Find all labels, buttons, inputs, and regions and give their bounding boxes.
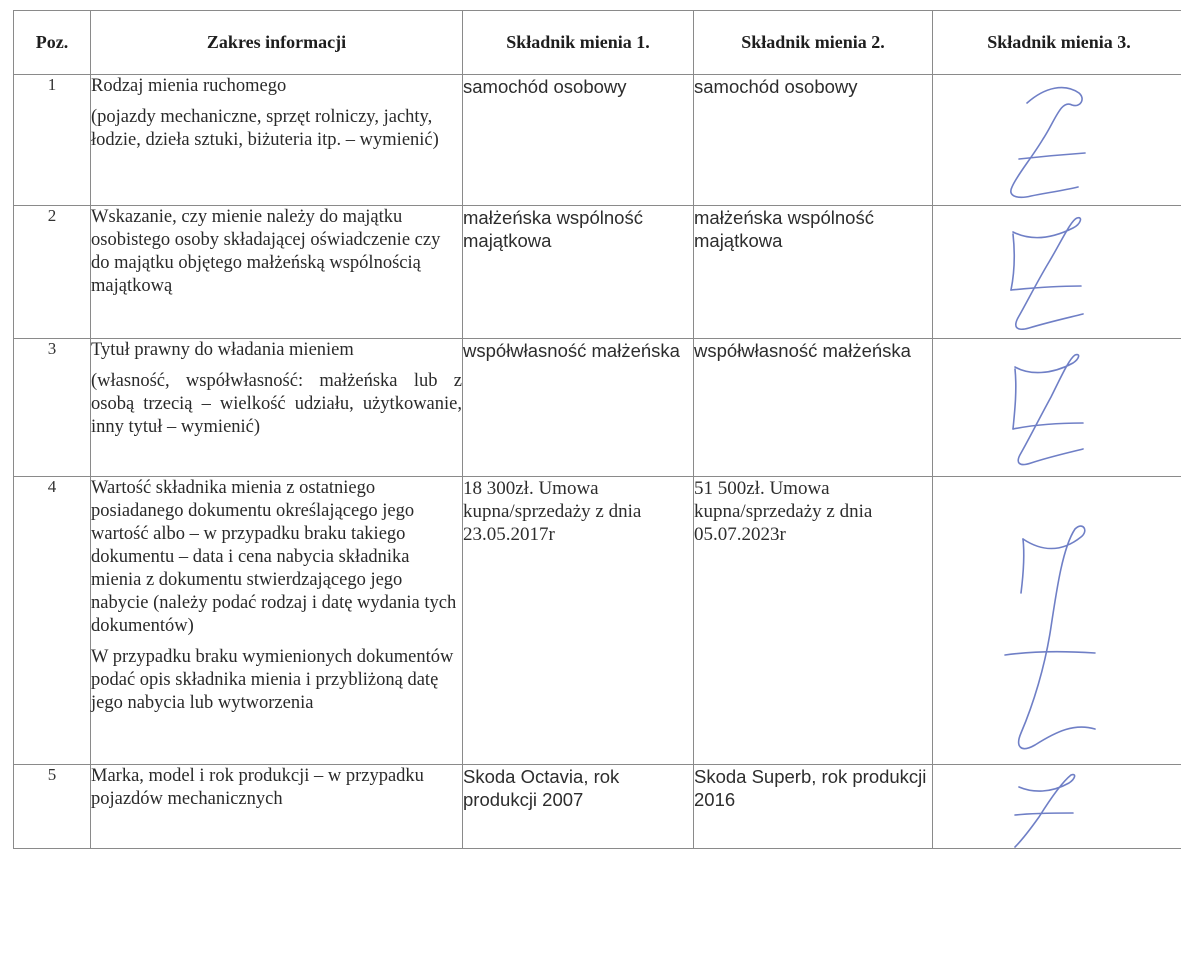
table-row (14, 206, 1181, 339)
z-cancel-stroke-icon (933, 75, 1181, 206)
item-1-value: Skoda Octavia, rok produkcji 2007 (463, 765, 694, 849)
item-2-value: samochód osobowy (694, 75, 933, 206)
item-1-value: małżeńska wspólność majątkowa (463, 206, 694, 339)
description-paragraph: (własność, współwłasność: małżeńska lub z osobą trzecią – wielkość udziału, użytkowanie, inny tytuł – wymienić) (91, 371, 462, 437)
item-1-value: współwłasność małżeńska (463, 339, 694, 477)
item-3-cancel-mark (933, 477, 1181, 765)
item-2-value: współwłasność małżeńska (694, 339, 933, 477)
description-paragraph: Tytuł prawny do władania mieniem (91, 340, 354, 360)
description-paragraph: Wartość składnika mienia z ostatniego posiadanego dokumentu określającego jego wartość albo – w przypadku braku takiego dokumentu – data i cena nabycia składnika mienia z dokumentu stwierdzającego jego nabycie (należy podać rodzaj i datę wydania tych dokumentów) (91, 478, 457, 636)
row-number: 2 (14, 206, 91, 339)
item-2-value: małżeńska wspólność majątkowa (694, 206, 933, 339)
row-description (91, 477, 463, 765)
item-3-cancel-mark (933, 75, 1181, 206)
item-3-cancel-mark (933, 765, 1181, 849)
row-number: 1 (14, 75, 91, 206)
row-description (91, 339, 463, 477)
row-number: 3 (14, 339, 91, 477)
item-2-value: 51 500zł. Umowa kupna/sprzedaży z dnia 05.07.2023r (694, 477, 933, 765)
table-header-row (14, 11, 1181, 75)
description-paragraph: Wskazanie, czy mienie należy do majątku osobistego osoby składającej oświadczenie czy do majątku objętego małżeńską wspólnością majątkową (91, 207, 441, 296)
header-zakres: Zakres informacji (91, 11, 463, 75)
assets-table (13, 10, 1181, 849)
item-1-value: 18 300zł. Umowa kupna/sprzedaży z dnia 23.05.2017r (463, 477, 694, 765)
description-paragraph: (pojazdy mechaniczne, sprzęt rolniczy, jachty, łodzie, dzieła sztuki, biżuteria itp. – wymienić) (91, 107, 439, 150)
description-paragraph: W przypadku braku wymienionych dokumentów podać opis składnika mienia i przybliżoną datę jego nabycia lub wytworzenia (91, 647, 454, 713)
description-paragraph: Rodzaj mienia ruchomego (91, 76, 287, 96)
z-cancel-stroke-icon (933, 206, 1181, 339)
row-description (91, 206, 463, 339)
item-3-cancel-mark (933, 206, 1181, 339)
z-cancel-stroke-icon (933, 339, 1181, 477)
z-cancel-stroke-icon (933, 765, 1181, 849)
header-item-2: Składnik mienia 2. (694, 11, 933, 75)
row-number: 5 (14, 765, 91, 849)
description-paragraph: Marka, model i rok produkcji – w przypadku pojazdów mechanicznych (91, 766, 424, 809)
item-3-cancel-mark (933, 339, 1181, 477)
table-row (14, 75, 1181, 206)
item-1-value: samochód osobowy (463, 75, 694, 206)
table-row (14, 339, 1181, 477)
row-description (91, 75, 463, 206)
header-item-3: Składnik mienia 3. (933, 11, 1181, 75)
header-item-1: Składnik mienia 1. (463, 11, 694, 75)
header-poz: Poz. (14, 11, 91, 75)
z-cancel-stroke-icon (933, 477, 1181, 765)
item-2-value: Skoda Superb, rok produkcji 2016 (694, 765, 933, 849)
table-row (14, 765, 1181, 849)
table-row (14, 477, 1181, 765)
row-description (91, 765, 463, 849)
row-number: 4 (14, 477, 91, 765)
